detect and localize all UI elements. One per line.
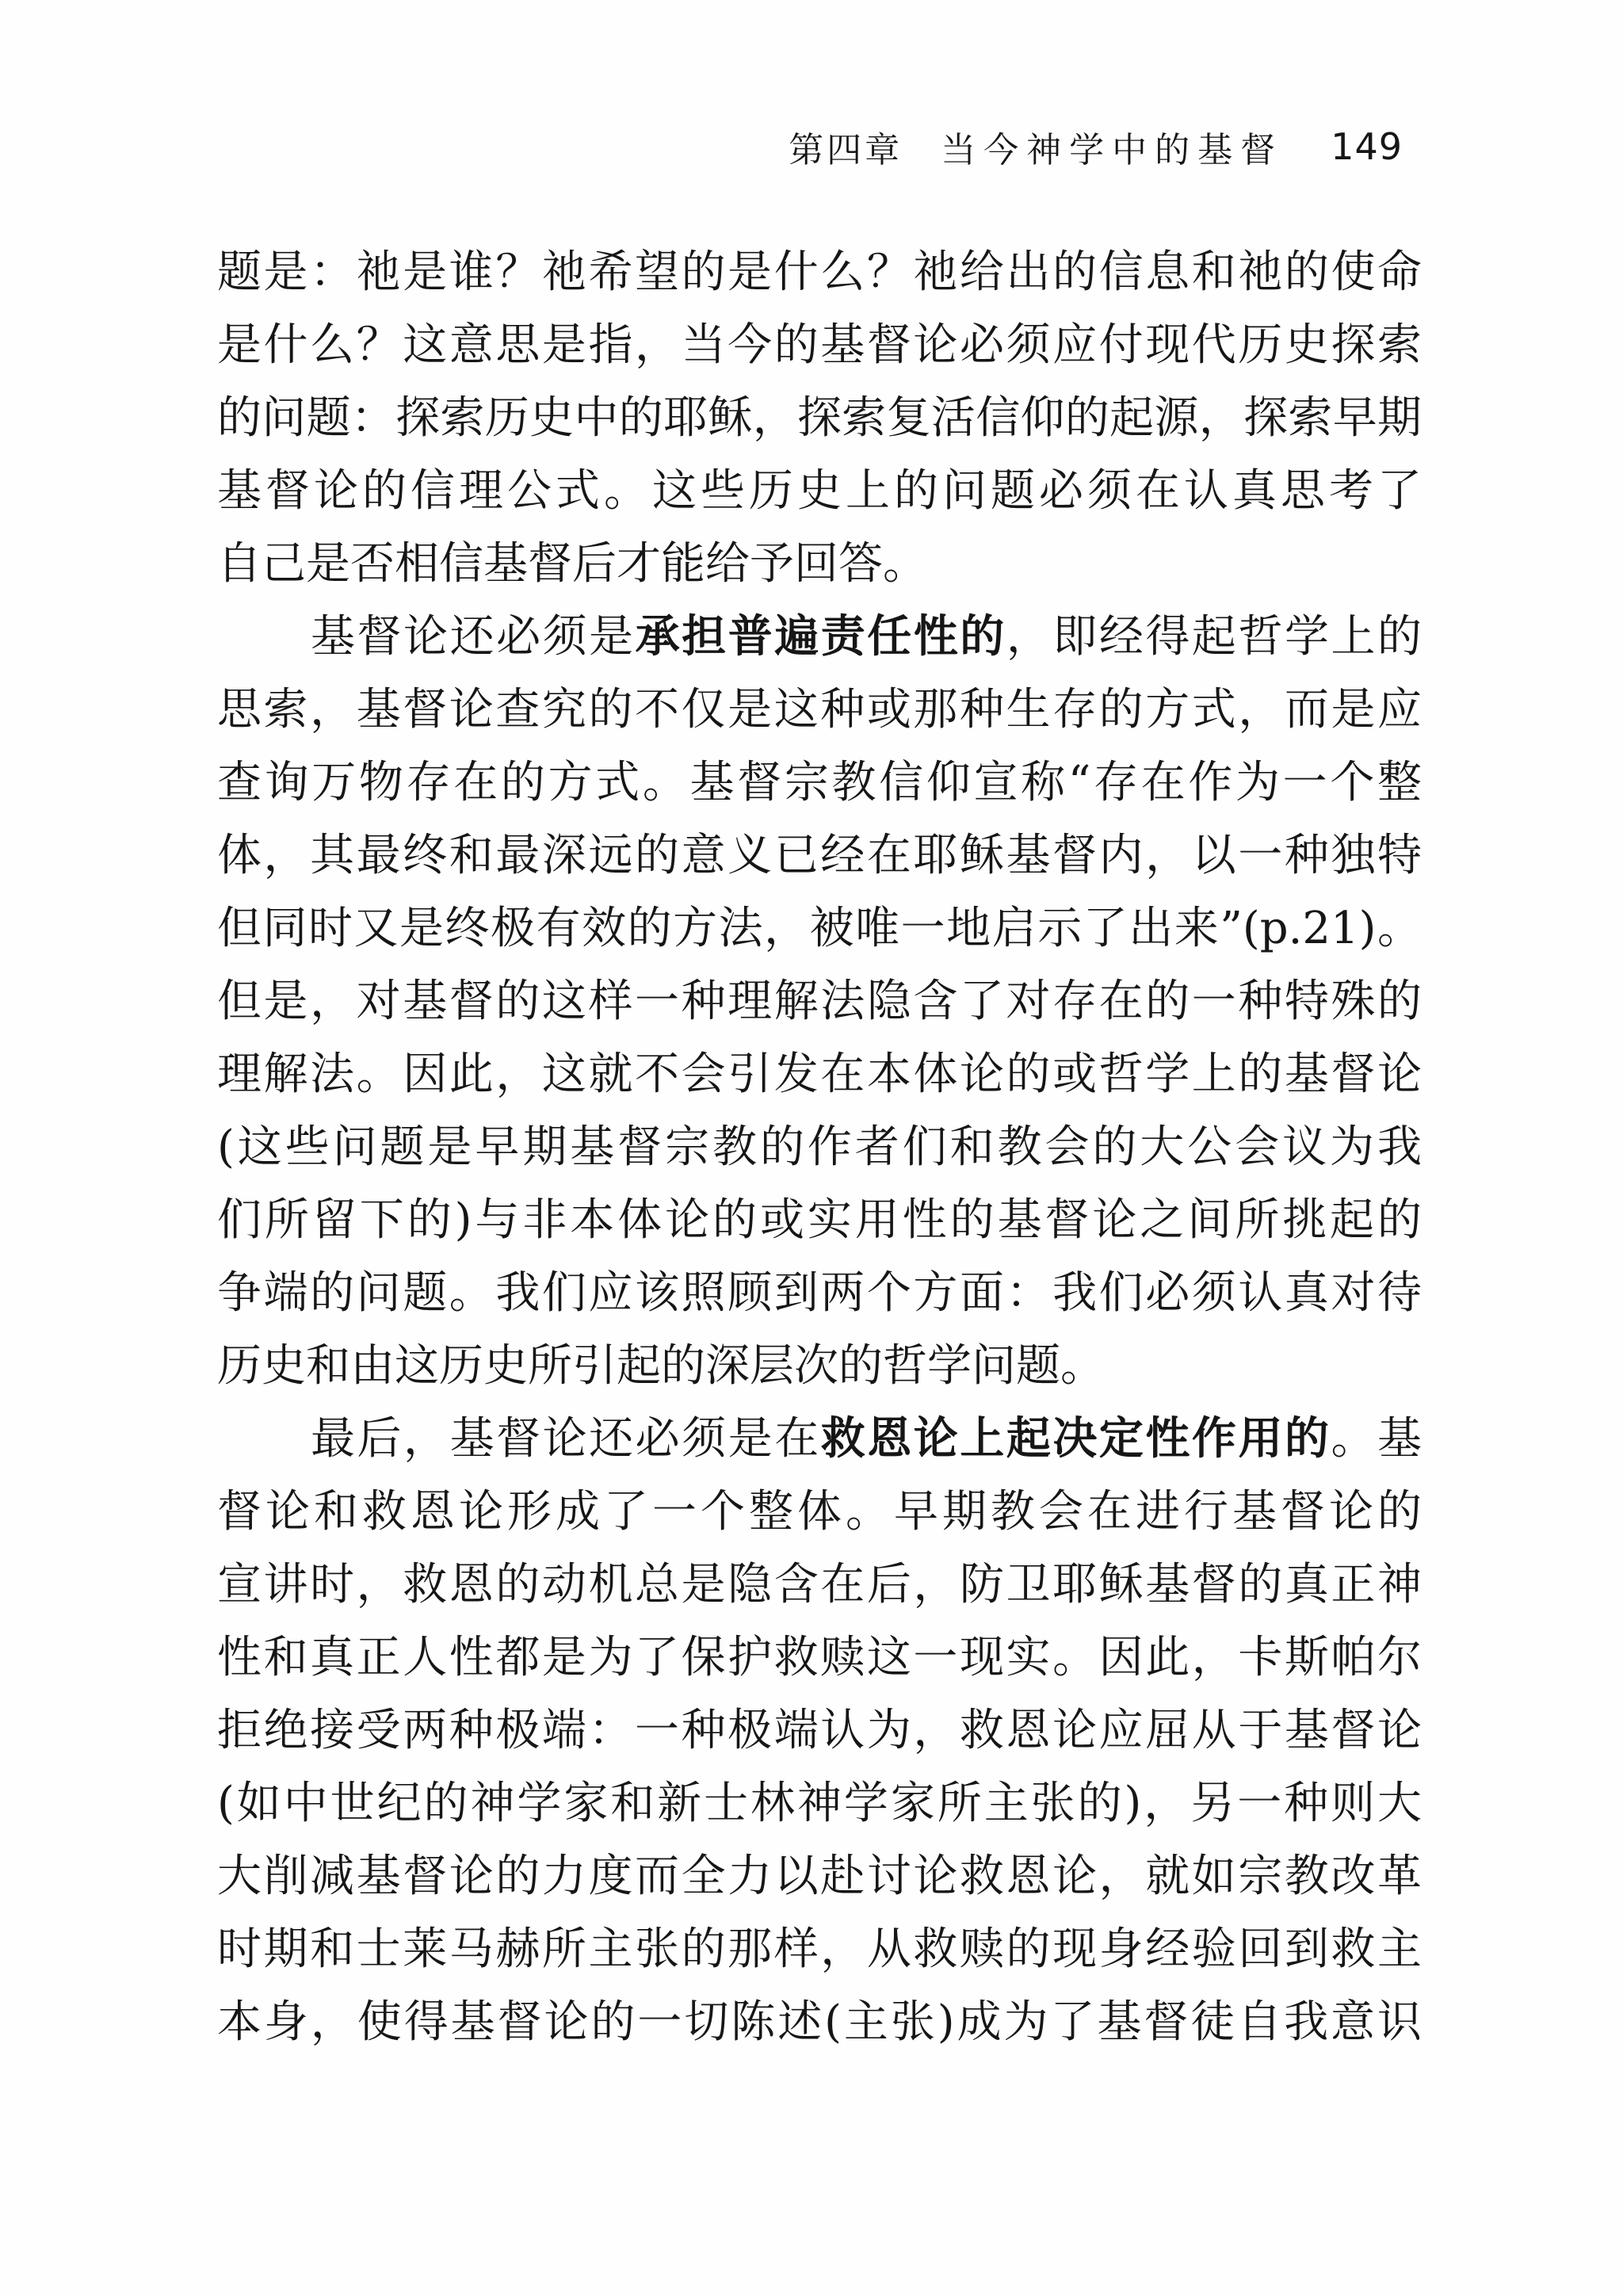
emphasis-text: 救恩论上起决定性作用的 — [820, 1413, 1331, 1465]
text-segment: ，即经得起哲学上的 — [1006, 611, 1422, 663]
text-line: 思索，基督论查究的不仅是这种或那种生存的方式，而是应 — [217, 684, 1422, 735]
text-segment: 基督论还必须是 — [311, 611, 636, 663]
running-header — [777, 119, 1403, 174]
text-line: 宣讲时，救恩的动机总是隐含在后，防卫耶稣基督的真正神 — [217, 1559, 1422, 1610]
text-line: (如中世纪的神学家和新士林神学家所主张的)，另一种则大 — [217, 1778, 1422, 1829]
text-line: 理解法。因此，这就不会引发在本体论的或哲学上的基督论 — [217, 1049, 1422, 1100]
text-line: 督论和救恩论形成了一个整体。早期教会在进行基督论的 — [217, 1486, 1422, 1538]
text-line: 性和真正人性都是为了保护救赎这一现实。因此，卡斯帕尔 — [217, 1632, 1422, 1683]
text-line: 查询万物存在的方式。基督宗教信仰宣称“存在作为一个整 — [217, 757, 1422, 808]
text-line: 自己是否相信基督后才能给予回答。 — [217, 538, 927, 590]
text-line — [217, 601, 1422, 674]
text-line: 但同时又是终极有效的方法，被唯一地启示了出来”(p.21)。 — [217, 903, 1422, 954]
text-line: 本身，使得基督论的一切陈述(主张)成为了基督徒自我意识 — [217, 1996, 1422, 2048]
text-line: (这些问题是早期基督宗教的作者们和教会的大公会议为我 — [217, 1121, 1422, 1173]
text-line: 大削减基督论的力度而全力以赴讨论救恩论，就如宗教改革 — [217, 1851, 1422, 1902]
text-line: 争端的问题。我们应该照顾到两个方面：我们必须认真对待 — [217, 1267, 1422, 1319]
text-line: 历史和由这历史所引起的深层次的哲学问题。 — [217, 1340, 1105, 1392]
text-line: 拒绝接受两种极端：一种极端认为，救恩论应屈从于基督论 — [217, 1705, 1422, 1756]
emphasis-text: 承担普遍责任性的 — [635, 611, 1006, 663]
page-number: 149 — [1331, 125, 1403, 168]
body-text — [217, 236, 1422, 2059]
chapter-label: 第四章 — [789, 130, 903, 170]
text-line: 体，其最终和最深远的意义已经在耶稣基督内，以一种独特 — [217, 830, 1422, 881]
text-segment: 。基 — [1331, 1413, 1422, 1465]
text-segment: 最后，基督论还必须是在 — [311, 1413, 821, 1465]
text-line — [217, 1403, 1422, 1476]
text-line: 是什么？这意思是指，当今的基督论必须应付现代历史探索 — [217, 319, 1422, 371]
text-line: 但是，对基督的这样一种理解法隐含了对存在的一种特殊的 — [217, 976, 1422, 1027]
text-line: 基督论的信理公式。这些历史上的问题必须在认真思考了 — [217, 465, 1422, 517]
text-line: 题是：祂是谁？祂希望的是什么？祂给出的信息和祂的使命 — [217, 246, 1422, 298]
text-line: 时期和士莱马赫所主张的那样，从救赎的现身经验回到救主 — [217, 1924, 1422, 1975]
chapter-title: 当今神学中的基督 — [941, 130, 1284, 170]
text-line: 的问题：探索历史中的耶稣，探索复活信仰的起源，探索早期 — [217, 392, 1422, 444]
text-line: 们所留下的)与非本体论的或实用性的基督论之间所挑起的 — [217, 1194, 1422, 1246]
